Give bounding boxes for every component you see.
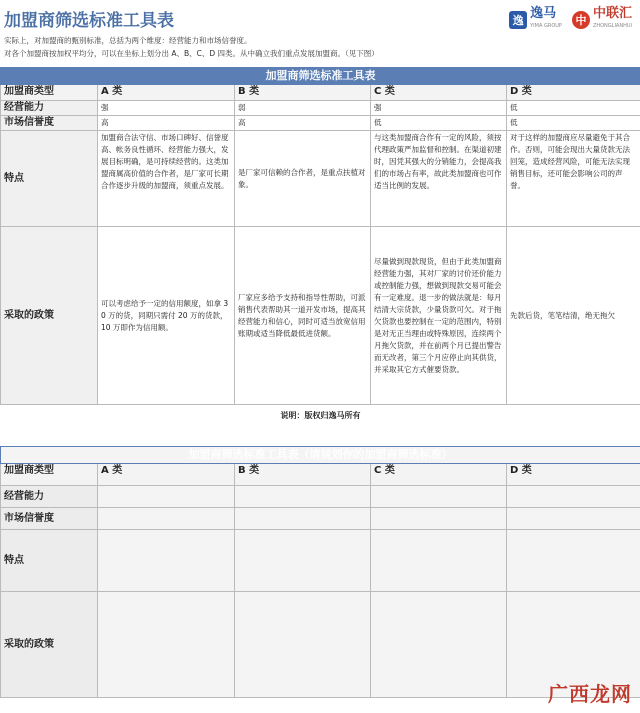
row-label: 特点: [1, 131, 98, 227]
header-cell: D 类: [507, 464, 640, 486]
empty-cell[interactable]: [235, 592, 371, 698]
header-cell: 加盟商类型: [1, 85, 98, 101]
zhonglianhui-logo: [572, 8, 632, 32]
empty-cell[interactable]: [371, 530, 507, 592]
blank-screening-table: [0, 446, 640, 698]
empty-cell[interactable]: [371, 592, 507, 698]
header-cell: C 类: [371, 464, 507, 486]
page-title: 加盟商筛选标准工具表: [4, 11, 174, 31]
table-banner: 加盟商筛选标准工具表: [1, 68, 640, 85]
logo-group: [509, 8, 632, 32]
table-row: [1, 486, 640, 508]
table-cell: 厂家应多给予支持和指导性帮助，可派销售代表帮助其一道开发市场，提高其经营能力和信心，同时可适当放宽信用账期或适当降低最低进货额。: [235, 227, 371, 405]
empty-cell[interactable]: [507, 486, 640, 508]
table-cell: 强: [371, 101, 507, 116]
yima-logo-text: 逸马: [530, 6, 557, 21]
table-row: [1, 508, 640, 530]
table-row: [1, 592, 640, 698]
screening-table: [0, 67, 640, 427]
row-label: 采取的政策: [1, 227, 98, 405]
table-cell: 高: [98, 116, 235, 131]
table-cell: 低: [507, 116, 640, 131]
table-header-row: [1, 464, 640, 486]
yima-logo-sub: YIMA GROUP: [530, 23, 562, 29]
header-cell: 加盟商类型: [1, 464, 98, 486]
empty-cell[interactable]: [371, 486, 507, 508]
table-cell: 低: [371, 116, 507, 131]
table-row: [1, 530, 640, 592]
empty-cell[interactable]: [235, 508, 371, 530]
intro-text: [4, 34, 604, 60]
empty-cell[interactable]: [98, 592, 235, 698]
table-cell: 可以考虑给予一定的信用额度，如拿 30 万的货，同期只需付 20 万的货款，10 万即作为信用额。: [98, 227, 235, 405]
empty-cell[interactable]: [507, 530, 640, 592]
table-row: [1, 116, 640, 131]
copyright-note: 说明：版权归逸马所有: [280, 411, 361, 420]
header-cell: B 类: [235, 464, 371, 486]
header-cell: A 类: [98, 85, 235, 101]
empty-cell[interactable]: [235, 486, 371, 508]
table-cell: 低: [507, 101, 640, 116]
table-cell: 尽量做到现款现货，但由于此类加盟商经营能力强，其对厂家的讨价还价能力或控制能力强，想做到现款交易可能会有一定难度。退一步的做法就是：每月结清大宗货款，少量货款可欠。对于拖欠货款也要控制在一定的范围内，特别是对无正当理由或特殊原因，连续两个月拖欠货款，并在前两个月已提出警告而无改者，第三个月应停止向其供货，并采取其它方式催要货款。: [371, 227, 507, 405]
table-row: [1, 101, 640, 116]
note-row: [1, 405, 640, 428]
table-cell: 加盟商合法守信、市场口碑好、信誉度高、帐务良性循环、经营能力强大，发展目标明确，是可持续经营的。这类加盟商属高价值的合作者，是厂家可长期合作逐步升级的加盟商，须重点发展。: [98, 131, 235, 227]
table-cell: 对于这样的加盟商应尽量避免于其合作。否则，可能会现出大量货款无法回笼，造成经营风险，可能无法实现销售目标，还可能会影响公司的声誉。: [507, 131, 640, 227]
table-cell: 高: [235, 116, 371, 131]
yima-logo: [509, 8, 562, 32]
intro-line-2: 对各个加盟商按加权平均分，可以在坐标上划分出 A、B、C、D 四类。从中确立我们重点发展加盟商。（见下图）: [4, 49, 379, 58]
empty-cell[interactable]: [235, 530, 371, 592]
header-cell: C 类: [371, 85, 507, 101]
table-cell: 与这类加盟商合作有一定的风险，须按代理政策严加监督和控制。在渠道初建时，因凭其强大的分销能力，会提高我们的市场占有率，故此类加盟商也可作适当比例的发展。: [371, 131, 507, 227]
intro-line-1: 实际上，对加盟商的甄别标准，总括为两个维度：经营能力和市场信誉度。: [4, 36, 252, 45]
table-row: [1, 131, 640, 227]
row-label: 市场信誉度: [1, 116, 98, 131]
zhonglianhui-logo-sub: ZHONGLIANHUI: [592, 23, 632, 29]
table-cell: 强: [98, 101, 235, 116]
empty-cell[interactable]: [507, 508, 640, 530]
table-cell: 先款后货，笔笔结清，绝无拖欠: [507, 227, 640, 405]
empty-cell[interactable]: [371, 508, 507, 530]
row-label: 特点: [1, 530, 98, 592]
row-label: 经营能力: [1, 101, 98, 116]
empty-cell[interactable]: [98, 508, 235, 530]
empty-cell[interactable]: [98, 486, 235, 508]
header-cell: A 类: [98, 464, 235, 486]
table-cell: 弱: [235, 101, 371, 116]
row-label: 市场信誉度: [1, 508, 98, 530]
empty-cell[interactable]: [98, 530, 235, 592]
zhonglianhui-logo-text: 中联汇: [592, 6, 632, 21]
table-header-row: [1, 85, 640, 101]
table-cell: 是厂家可信赖的合作者，是重点扶植对象。: [235, 131, 371, 227]
row-label: 经营能力: [1, 486, 98, 508]
header-cell: B 类: [235, 85, 371, 101]
table-banner: 加盟商筛选标准工具表（请规划你的加盟商筛选标准）: [1, 447, 640, 464]
table-row: [1, 227, 640, 405]
row-label: 采取的政策: [1, 592, 98, 698]
header-cell: D 类: [507, 85, 640, 101]
watermark: 广西龙网: [548, 682, 632, 706]
zhonglianhui-logo-icon: 中: [572, 11, 590, 29]
yima-logo-icon: 逸: [509, 11, 527, 29]
